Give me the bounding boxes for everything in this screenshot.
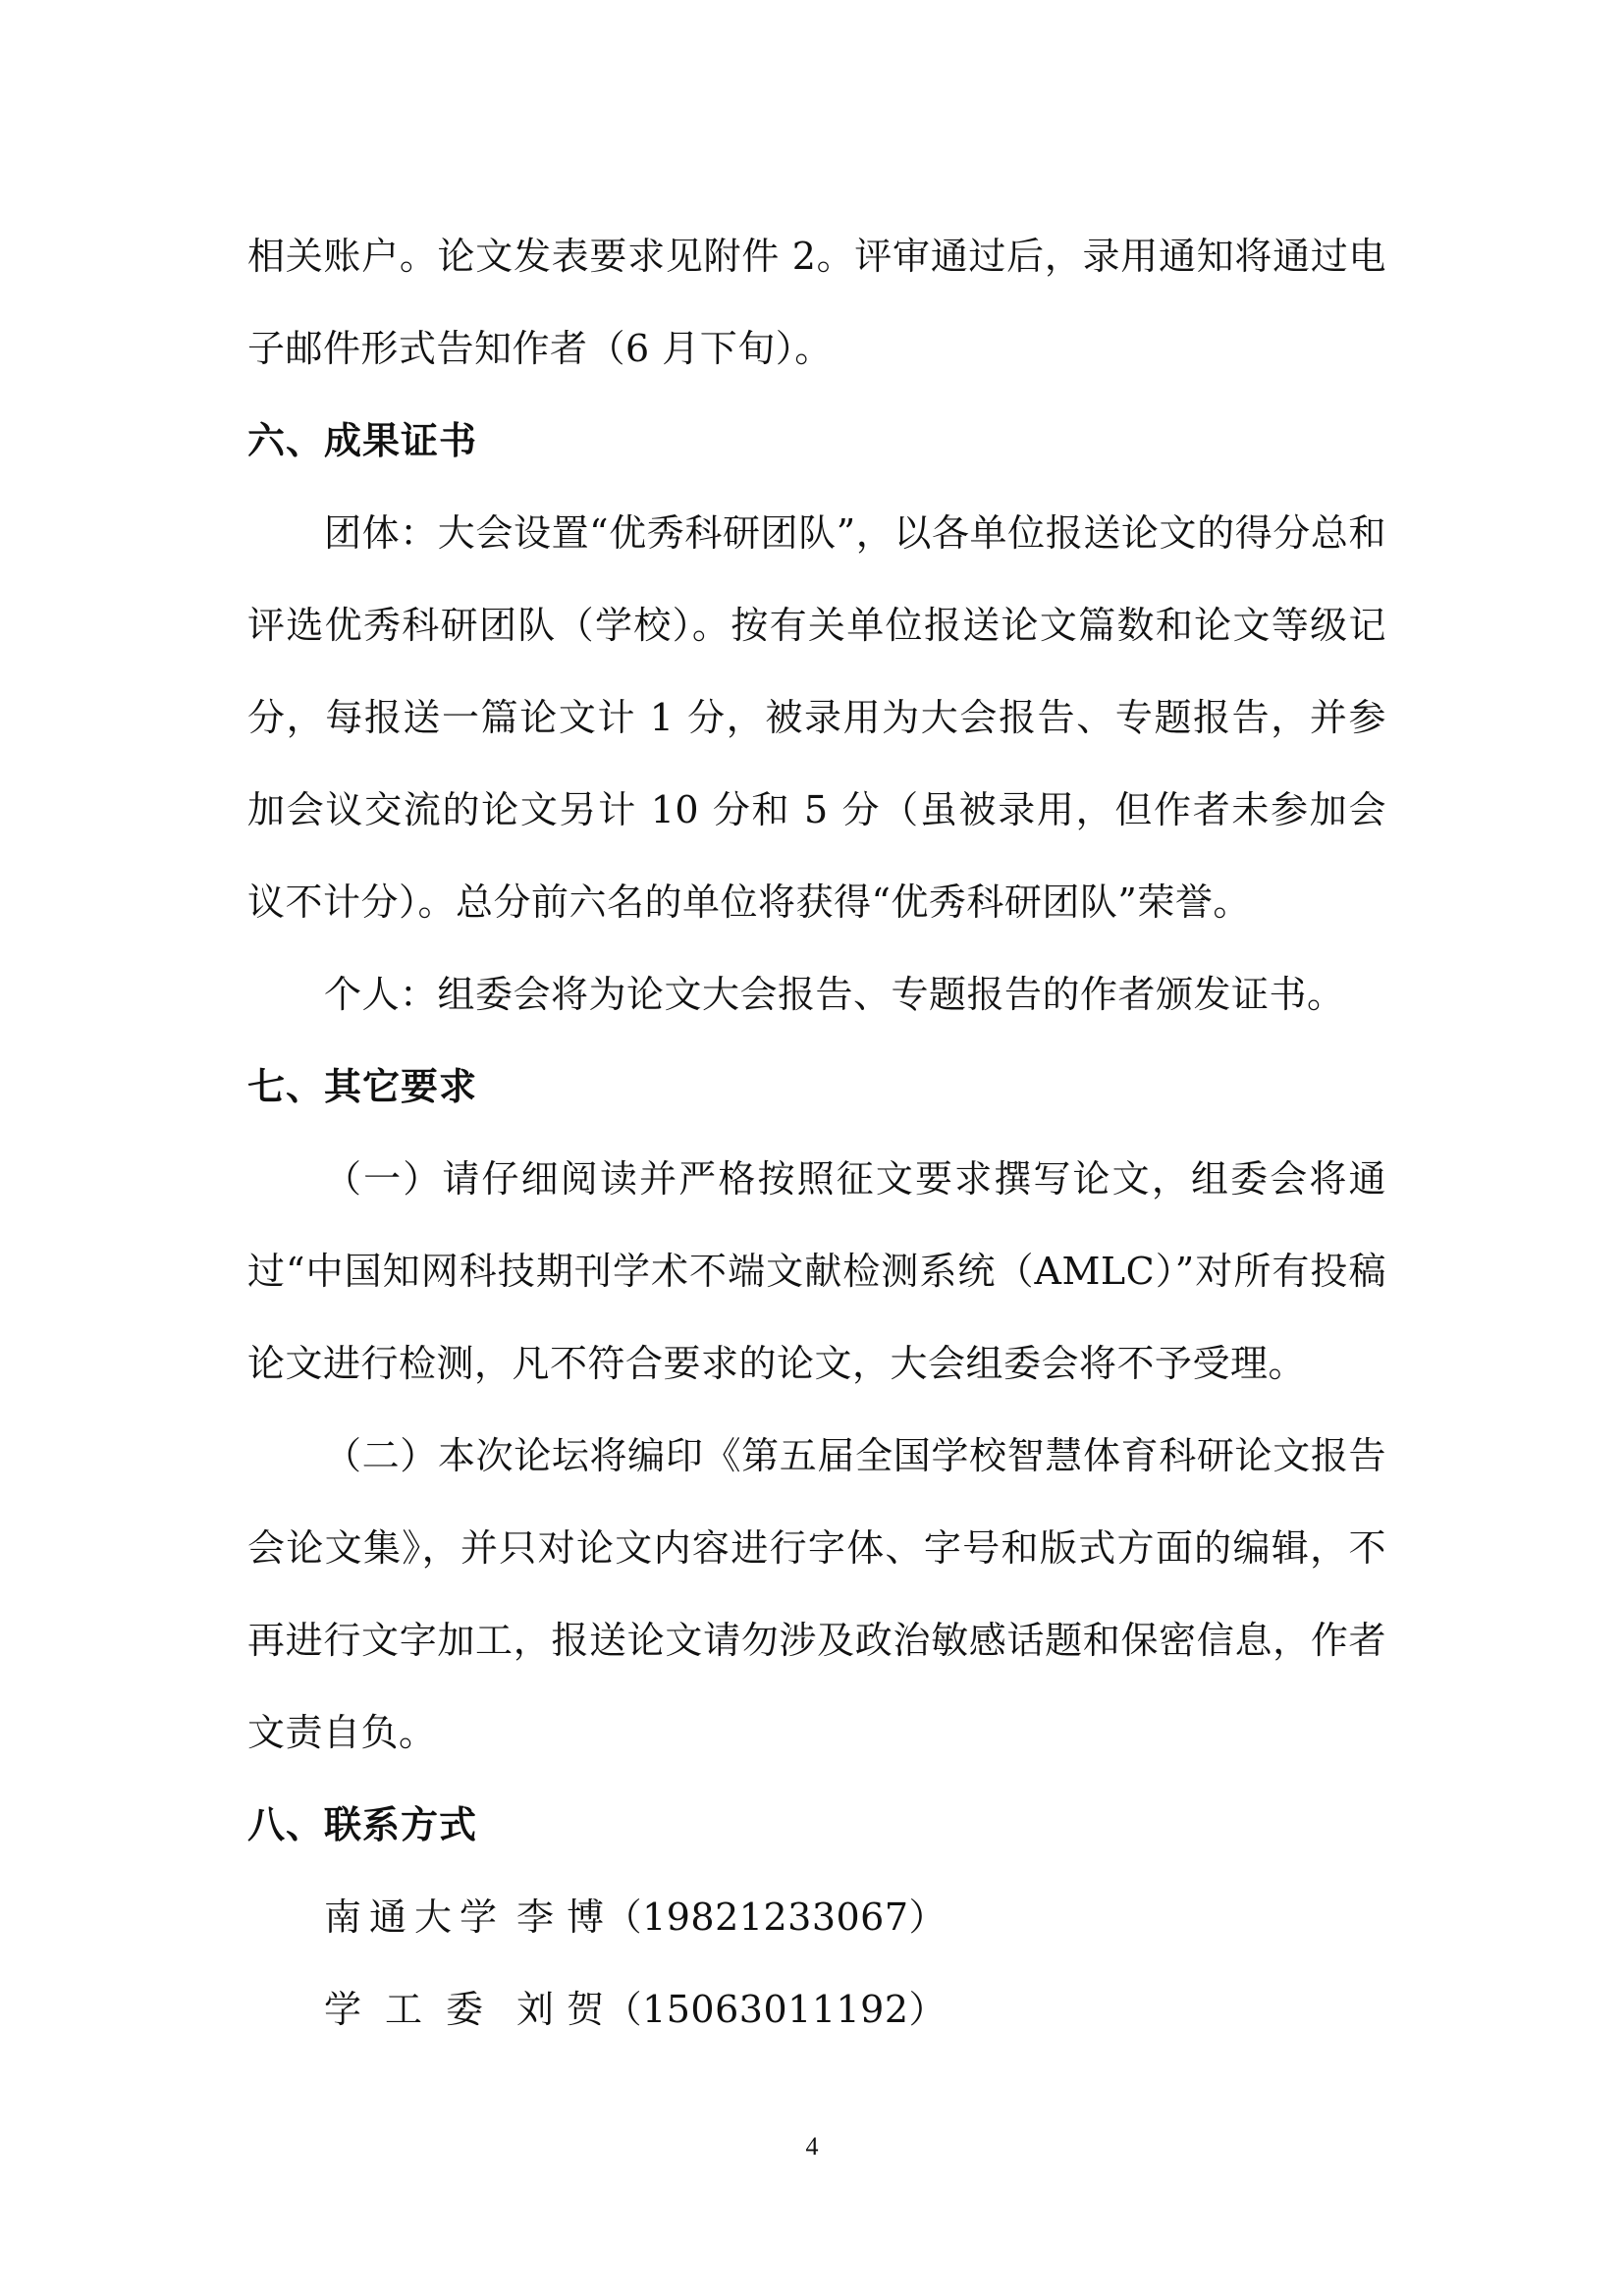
page-content [247, 210, 1386, 2056]
section-heading-7: 七、其它要求 [247, 1065, 478, 1108]
section-heading-8: 八、联系方式 [247, 1803, 478, 1846]
paragraph-group-certificate: 团体：大会设置“优秀科研团队”，以各单位报送论文的得分总和评选优秀科研团队（学校）。按有关单位报送论文篇数和论文等级记分，每报送一篇论文计 1 分，被录用为大会报告、专题报告，并参加会议交流的论文另计 10 分和 5 分（虽被录用，但作者未参加会议不计分）。总分前六名的单位将获得“优秀科研团队”荣誉。 [247, 511, 1386, 924]
contact-person: 李 博（19821233067） [516, 1896, 947, 1939]
contact-unit: 南通大学 [324, 1896, 506, 1939]
contact-row [247, 1963, 1386, 2056]
paragraph-requirement-2: （二）本次论坛将编印《第五届全国学校智慧体育科研论文报告会论文集》，并只对论文内容进行字体、字号和版式方面的编辑，不再进行文字加工，报送论文请勿涉及政治敏感话题和保密信息，作者文责自负。 [247, 1434, 1386, 1754]
contact-row [247, 1871, 1386, 1963]
section-heading-6: 六、成果证书 [247, 419, 478, 462]
contact-person: 刘 贺（15063011192） [516, 1988, 947, 2031]
page-number: 4 [805, 2132, 819, 2161]
paragraph-continued: 相关账户。论文发表要求见附件 2。评审通过后，录用通知将通过电子邮件形式告知作者（6 月下旬）。 [247, 235, 1386, 370]
paragraph-requirement-1: （一）请仔细阅读并严格按照征文要求撰写论文，组委会将通过“中国知网科技期刊学术不端文献检测系统（AMLC）”对所有投稿论文进行检测，凡不符合要求的论文，大会组委会将不予受理。 [247, 1157, 1386, 1385]
contact-unit: 学工委 [324, 1988, 508, 2031]
paragraph-individual-certificate: 个人：组委会将为论文大会报告、专题报告的作者颁发证书。 [324, 973, 1345, 1016]
